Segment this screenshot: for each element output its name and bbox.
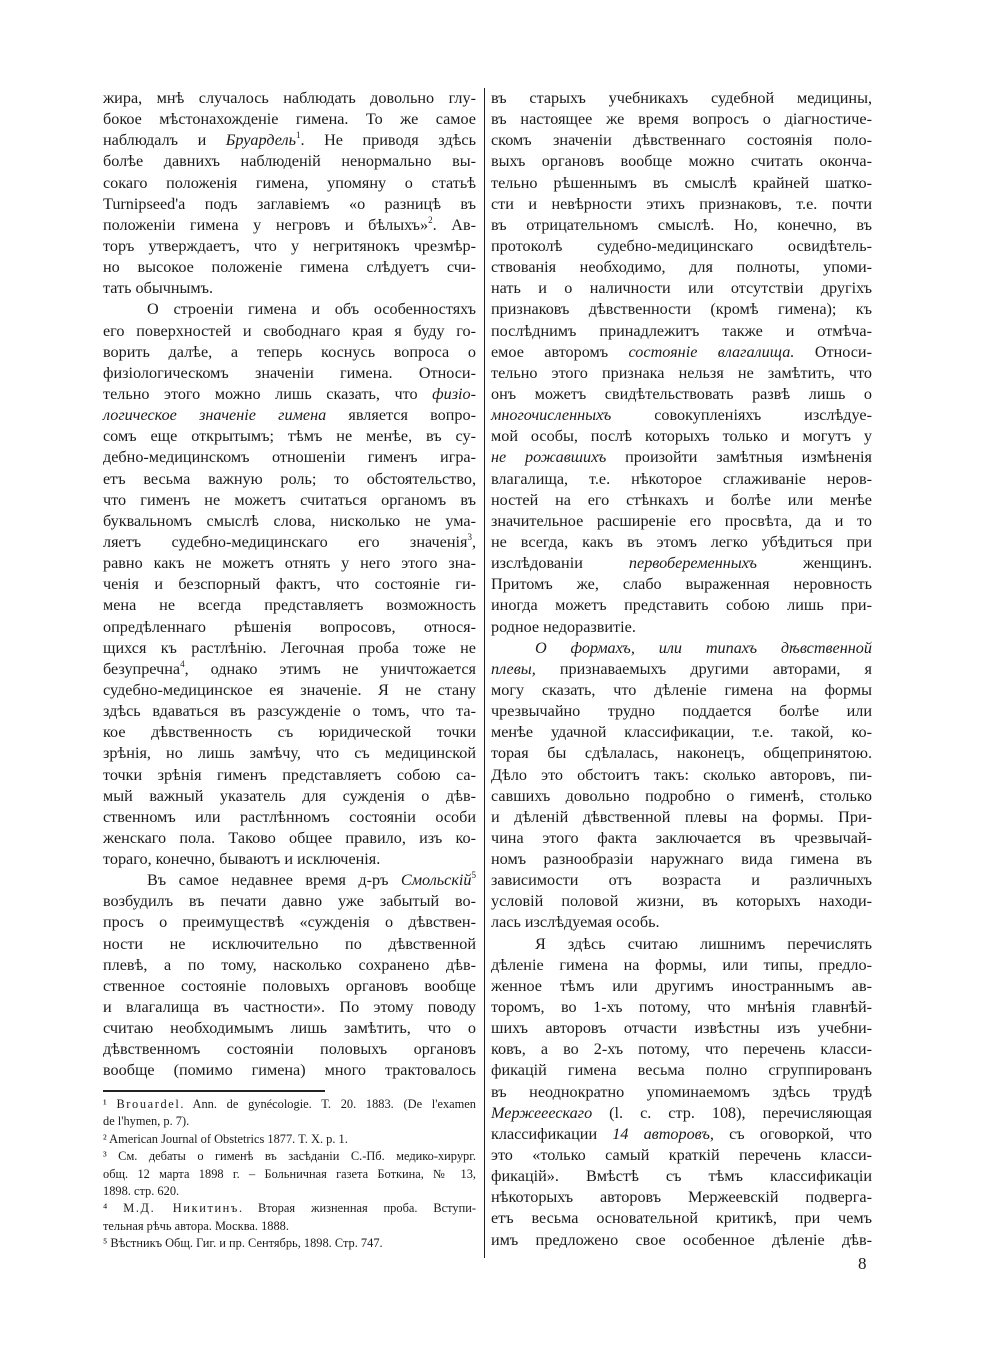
footnote-paragraph	[103, 1200, 476, 1235]
text-run: признаваемыхъ другими авторами, я	[535, 659, 872, 678]
left-column-line	[103, 405, 476, 426]
text-run: чрезвычайно трудно поддается болѣе или	[491, 702, 872, 721]
left-column-line	[103, 426, 476, 447]
page-number: 8	[858, 1254, 867, 1273]
text-run: ности не исключительно по дѣвственной	[103, 934, 476, 953]
right-column-line	[491, 321, 872, 342]
left-column-line	[103, 278, 476, 299]
right-column-line	[491, 511, 872, 532]
right-column-line	[491, 426, 872, 447]
right-column-line	[491, 173, 872, 194]
right-column-line	[491, 553, 872, 574]
left-column-line	[103, 321, 476, 342]
right-column-line	[491, 617, 872, 638]
right-column-line	[491, 807, 872, 828]
left-column-line	[103, 511, 476, 532]
italic-text: логическое значеніе гимена	[103, 406, 327, 425]
right-column-line	[491, 870, 872, 891]
text-run: послѣднимъ принадлежитъ также и отмѣча-	[491, 321, 872, 340]
text-run: протоколѣ судебно-медицинскаго освидѣтель-	[491, 236, 872, 255]
left-column-line	[103, 976, 476, 997]
text-run: емое авторомъ	[491, 342, 629, 361]
text-run: и влагалища въ частности». По этому поводу	[103, 998, 476, 1017]
footnote-paragraph	[103, 1096, 476, 1131]
text-run: классификации	[491, 1124, 613, 1143]
right-column-line	[491, 743, 872, 764]
left-column-line	[103, 638, 476, 659]
left-column-line	[103, 384, 476, 405]
left-column-line	[103, 236, 476, 257]
left-column-line	[103, 1018, 476, 1039]
left-column-line	[103, 870, 476, 891]
footnote-paragraph	[103, 1148, 476, 1200]
text-run: Относи-	[794, 342, 872, 361]
footnote-line	[103, 1183, 476, 1200]
text-run: ² American Journal of Obstetrics 1877. T. X. p. 1.	[103, 1131, 348, 1146]
text-run: имъ предложено свое особенное дѣленіе дѣв-	[491, 1230, 872, 1249]
italic-text: плевы,	[491, 659, 536, 678]
text-run: является вопро-	[326, 406, 476, 425]
text-run: буквальномъ смыслѣ слова, нисколько не ума-	[103, 511, 476, 530]
text-run: етъ весьма важную роль; то обстоятельство,	[103, 469, 476, 488]
text-run: фикацій гимена весьма полно сгруппированъ	[491, 1061, 872, 1080]
footnote-reference: 3	[467, 531, 472, 542]
left-column-line	[103, 215, 476, 236]
left-column-line	[103, 490, 476, 511]
italic-text: физіо-	[432, 384, 476, 403]
left-column-line	[103, 532, 476, 553]
text-run: болѣе давнихъ наблюденій ненормально вы-	[103, 152, 476, 171]
right-column-line	[491, 680, 872, 701]
footnote-reference: 2	[428, 214, 433, 225]
right-column-line	[491, 955, 872, 976]
right-column-line	[491, 659, 872, 680]
left-column-line	[103, 1039, 476, 1060]
text-run: его поверхностей и свободнаго края я буду го-	[103, 321, 476, 340]
footnote-line	[103, 1131, 476, 1148]
right-column-line	[491, 912, 872, 933]
text-run: жира, мнѣ случалось наблюдать довольно глу-	[103, 89, 476, 107]
right-column-line	[491, 278, 872, 299]
text-run: это «только самый краткій перечень класси-	[491, 1146, 872, 1165]
left-column-line	[103, 447, 476, 468]
right-column-paragraph	[491, 934, 872, 1251]
left-column-line	[103, 765, 476, 786]
text-run: родное недоразвитіе.	[491, 617, 636, 636]
right-column-line	[491, 638, 872, 659]
footnote-paragraph	[103, 1131, 476, 1148]
text-run: опредѣленнаго рѣшенія вопросовъ, относя-	[103, 617, 476, 636]
text-run: общ. 12 марта 1898 г. – Больничная газета Боткина, № 13,	[103, 1166, 476, 1181]
footnotes	[103, 1096, 476, 1253]
text-run: ³ См. дебаты о гименѣ въ засѣданіи С.-Пб. медико-хирург.	[103, 1149, 476, 1164]
italic-text: Смольскій	[400, 871, 472, 890]
text-run: ворить далѣе, а теперь коснусь вопроса о	[103, 342, 476, 361]
text-run: Притомъ же, слабо выраженная неровность	[491, 575, 872, 594]
left-column-paragraph	[103, 88, 476, 299]
right-column-line	[491, 88, 872, 109]
right-column-line	[491, 384, 872, 405]
text-run: Дѣло это обстоитъ такъ: сколько авторовъ, пи-	[491, 765, 872, 784]
text-run: Въ самое недавнее время д-ръ	[147, 871, 401, 890]
footnote-line	[103, 1166, 476, 1183]
right-column-line	[491, 194, 872, 215]
text-run: тать обычнымъ.	[103, 279, 214, 298]
right-column-line	[491, 976, 872, 997]
text-run: сти и невѣрности этихъ признаковъ, т.е. почти	[491, 194, 872, 213]
text-run: тельная рѣчь автора. Москва. 1888.	[103, 1218, 289, 1233]
text-run: Я здѣсь считаю лишнимъ перечислять	[535, 934, 872, 953]
text-run: выхъ органовъ вообще можно считать оконча-	[491, 152, 872, 171]
right-column-line	[491, 1145, 872, 1166]
text-run: мена не всегда представляетъ возможность	[103, 596, 476, 615]
italic-text: Мержееескаго	[491, 1103, 593, 1122]
text-run: сомъ еще открытымъ; тѣмъ не менѣе, въ су-	[103, 427, 476, 446]
text-run: торъ утверждаетъ, что у негритянокъ чрезмѣр-	[103, 236, 476, 255]
right-column-line	[491, 447, 872, 468]
text-run: кое дѣвственность съ юридической точки	[103, 723, 476, 742]
left-column-line	[103, 743, 476, 764]
text-run: что гименъ не можетъ считаться органомъ въ	[103, 490, 476, 509]
text-run: судебно-медицинское ея значеніе. Я не стану	[103, 680, 476, 699]
left-column-line	[103, 617, 476, 638]
left-column-line	[103, 934, 476, 955]
left-column-line	[103, 257, 476, 278]
text-run: ¹	[103, 1097, 117, 1111]
right-column-line	[491, 1039, 872, 1060]
right-column-line	[491, 215, 872, 236]
text-run: . Ав-	[432, 215, 476, 234]
footnote-reference: 1	[295, 130, 301, 141]
italic-text: многочисленныхъ	[491, 406, 612, 425]
right-column-line	[491, 701, 872, 722]
right-column-line	[491, 574, 872, 595]
right-column-line	[491, 257, 872, 278]
text-run: положеніи гимена у негровъ и бѣлыхъ»	[103, 215, 429, 234]
right-column-line	[491, 469, 872, 490]
text-run: женскаго пола. Таково общее правило, изъ ко-	[103, 828, 476, 847]
text-run: совокупленіяхъ изслѣдуе-	[611, 406, 872, 425]
text-run: здѣсь вдаваться въ разсужденіе о томъ, что та-	[103, 702, 476, 721]
footnote-line	[103, 1148, 476, 1165]
text-run: етъ весьма основательной критикѣ, при чемъ	[491, 1209, 872, 1228]
left-column-line	[103, 109, 476, 130]
left-column-line	[103, 194, 476, 215]
footnote-paragraph	[103, 1235, 476, 1252]
footnote-reference: 5	[471, 870, 476, 881]
text-run: безупречна	[103, 659, 181, 678]
right-column-line	[491, 1208, 872, 1229]
left-column-line	[103, 659, 476, 680]
right-column-line	[491, 151, 872, 172]
right-column-line	[491, 363, 872, 384]
text-run: бокое мѣстонахожденіе гимена. То же самое	[103, 110, 476, 129]
left-column-line	[103, 701, 476, 722]
left-column-line	[103, 130, 476, 151]
italic-text: О формахъ, или типахъ дѣвственной	[535, 638, 872, 657]
right-column-paragraph	[491, 88, 872, 638]
text-run: но высокое положеніе гимена слѣдуетъ счи-	[103, 258, 476, 277]
text-run: сокаго положенія гимена, упомяну о статьѣ	[103, 173, 476, 192]
text-run: плевѣ, а по тому, насколько сохранено дѣв-	[103, 955, 476, 974]
text-run: торомъ, во 1-хъ потому, что мнѣнія главнѣй-	[491, 998, 872, 1017]
right-column-line	[491, 342, 872, 363]
text-run: . Ann. de gynécologie. T. 20. 1883. (De l'examen	[180, 1097, 476, 1111]
text-run: равно какъ не можетъ отнять у него этого зна-	[103, 554, 476, 573]
text-run: савшихъ довольно подробно о гименѣ, столько	[491, 786, 872, 805]
footnote-line	[103, 1235, 476, 1252]
right-column-line	[491, 1166, 872, 1187]
text-run: въ неоднократно упоминаемомъ здѣсь трудѣ	[491, 1082, 872, 1101]
right-column-line	[491, 490, 872, 511]
right-column-line	[491, 1060, 872, 1081]
right-column-line	[491, 934, 872, 955]
right-column-line	[491, 828, 872, 849]
left-column-line	[103, 786, 476, 807]
left-column-line	[103, 88, 476, 109]
text-run: лась изслѣдуемая особь.	[491, 913, 660, 932]
text-run: условій половой жизни, въ которыхъ находи-	[491, 892, 872, 911]
text-run: торая бы сдѣлалась, наконецъ, общепринятою.	[491, 744, 872, 763]
footnote-line	[103, 1113, 476, 1130]
right-column-line	[491, 109, 872, 130]
left-column-line	[103, 955, 476, 976]
text-run: , однако этимъ не уничтожается	[184, 659, 476, 678]
text-run: произойти замѣтныя измѣненія	[606, 448, 872, 467]
right-column-line	[491, 236, 872, 257]
text-run: наблюдалъ и	[103, 131, 226, 150]
text-run: мой особы, послѣ которыхъ только и могутъ у	[491, 427, 872, 446]
spaced-author-name: Brouardel	[116, 1097, 181, 1111]
left-column-line	[103, 469, 476, 490]
text-run: нѣкоторыхъ авторовъ Мержеевскій подверга-	[491, 1188, 872, 1207]
right-column-line	[491, 405, 872, 426]
right-column-line	[491, 849, 872, 870]
text-run: точки зрѣнія гименъ представляетъ собою са-	[103, 765, 476, 784]
text-run: дебно-медицинскомъ отношеніи гименъ игра-	[103, 448, 476, 467]
text-run: . Не приводя здѣсь	[300, 131, 476, 150]
text-run: ⁵ Вѣстникъ Общ. Гиг. и пр. Сентябрь, 1898. Стр. 747.	[103, 1236, 383, 1251]
left-column-line	[103, 173, 476, 194]
text-run: въ старыхъ учебникахъ судебной медицины,	[491, 89, 872, 107]
text-run: номъ разнообразіи наружнаго вида гимена въ	[491, 850, 872, 869]
left-column-line	[103, 849, 476, 870]
footnote-line	[103, 1218, 476, 1235]
text-run: зрѣнія, но лишь замѣчу, что съ медицинской	[103, 744, 476, 763]
left-column-line	[103, 997, 476, 1018]
text-run: ковъ, а во 2-хъ потому, что перечень класси-	[491, 1040, 872, 1059]
text-run: считаю необходимымъ лишь замѣтить, что о	[103, 1019, 476, 1038]
left-column-line	[103, 680, 476, 701]
text-run: ственное состояніе половыхъ органовъ вообще	[103, 976, 476, 995]
text-run: физіологическомъ значеніи гимена. Относи-	[103, 363, 476, 382]
text-run: щихся къ растлѣнію. Легочная проба тоже не	[103, 638, 476, 657]
left-column-line	[103, 722, 476, 743]
left-column-line	[103, 299, 476, 320]
right-column-line	[491, 1018, 872, 1039]
left-column-line	[103, 553, 476, 574]
footnote-reference: 4	[180, 658, 185, 669]
text-run: ,	[471, 532, 476, 551]
right-column	[491, 88, 872, 1251]
text-run: женщинъ.	[756, 554, 872, 573]
right-column-line	[491, 1230, 872, 1251]
left-column-line	[103, 1060, 476, 1081]
text-run: тельно этого признака нельзя не замѣтить, что	[491, 363, 872, 382]
text-run: 1898. стр. 620.	[103, 1183, 180, 1198]
right-column-line	[491, 1187, 872, 1208]
left-column-line	[103, 574, 476, 595]
text-run: зависимости отъ возраста и различныхъ	[491, 871, 872, 890]
left-column-line	[103, 363, 476, 384]
footnote-divider	[103, 1090, 325, 1092]
italic-text: не рожавшихъ	[491, 448, 607, 467]
left-column-line	[103, 828, 476, 849]
text-run: ляетъ судебно-медицинскаго его значенія	[103, 532, 468, 551]
text-run: тельно этого можно лишь сказать, что	[103, 384, 433, 403]
column-divider	[484, 88, 485, 1258]
text-run: значительное расширеніе его просвѣта, да и то	[491, 511, 872, 530]
italic-text: первобеременныхъ	[628, 554, 757, 573]
text-run: возбудилъ въ печати давно уже забытый во-	[103, 892, 476, 911]
right-column-line	[491, 997, 872, 1018]
right-column-line	[491, 532, 872, 553]
text-run: просъ о преимуществѣ «сужденія о дѣвствен-	[103, 913, 476, 932]
left-column-line	[103, 807, 476, 828]
text-run: ствованія необходимо, для полноты, упоми-	[491, 258, 872, 277]
left-column-line	[103, 912, 476, 933]
left-column-line	[103, 342, 476, 363]
right-column-line	[491, 765, 872, 786]
text-run: тораго, конечно, бываютъ и исключенія.	[103, 850, 381, 869]
text-run: чина этого факта заключается въ чрезвычай-	[491, 828, 872, 847]
footnote-line	[103, 1200, 476, 1217]
left-column-line	[103, 595, 476, 616]
text-run: изслѣдованіи	[491, 554, 629, 573]
right-column-line	[491, 299, 872, 320]
text-run: ственномъ или растлѣнномъ состояніи особи	[103, 807, 476, 826]
text-run: съ оговоркой, что	[713, 1124, 872, 1143]
right-column-line	[491, 891, 872, 912]
right-column-line	[491, 722, 872, 743]
text-run: фикацій». Вмѣстѣ съ тѣмъ классификаціи	[491, 1167, 872, 1186]
left-column-line	[103, 891, 476, 912]
text-run: въ отрицательномъ смыслѣ. Но, конечно, въ	[491, 215, 872, 234]
left-column	[103, 88, 476, 1082]
text-run: ченія и безспорный фактъ, что состояніе ги-	[103, 575, 476, 594]
text-run: онъ можетъ свидѣтельствовать развѣ лишь о	[491, 384, 872, 403]
right-column-line	[491, 1103, 872, 1124]
text-run: могу сказать, что дѣленіе гимена на формы	[491, 680, 872, 699]
text-run: и дѣленій дѣвственной плевы на формы. При-	[491, 807, 872, 826]
right-column-line	[491, 1082, 872, 1103]
right-column-line	[491, 1124, 872, 1145]
italic-text: 14 авторовъ,	[612, 1124, 714, 1143]
footnote-line	[103, 1096, 476, 1113]
text-run: менѣе удачной классификации, т.е. такой, ко-	[491, 723, 872, 742]
right-column-line	[491, 595, 872, 616]
text-run: дѣвственномъ состояніи половыхъ органовъ	[103, 1040, 476, 1059]
spaced-author-name: М.Д. Никитинъ	[123, 1201, 239, 1216]
text-run: въ настоящее же время вопросъ о діагностиче-	[491, 110, 872, 129]
text-run: влагалища, т.е. нѣкоторое сглаживаніе неров-	[491, 469, 872, 488]
text-run: ⁴	[103, 1201, 124, 1216]
text-run: нать и о наличности или отсутствіи другіхъ	[491, 279, 872, 298]
text-run: дѣленіе гимена на формы, или типы, предло-	[491, 955, 872, 974]
left-column-paragraph	[103, 870, 476, 1081]
right-column-line	[491, 786, 872, 807]
right-column-paragraph	[491, 638, 872, 934]
italic-text: состояніе влагалища.	[628, 342, 795, 361]
text-run: скомъ значеніи дѣвственнаго состоянія поло-	[491, 131, 872, 150]
text-run: шихъ авторовъ отчасти извѣстны изъ учебни-	[491, 1019, 872, 1038]
italic-text: Бруардель	[225, 131, 296, 150]
text-run: не всегда, какъ въ этомъ легко убѣдиться при	[491, 532, 872, 551]
text-run: признаковъ дѣвственности (кромѣ гимена); къ	[491, 300, 872, 319]
text-run: вообще (помимо гимена) много трактовалось	[103, 1061, 476, 1080]
text-run: иногда можетъ представить собою лишь при-	[491, 596, 872, 615]
text-run: О строеніи гимена и объ особенностяхъ	[147, 300, 476, 319]
text-run: . Вторая жизненная проба. Вступи-	[238, 1201, 476, 1216]
text-run: Turnipseed'a подъ заглавіемъ «о разницѣ въ	[103, 194, 476, 213]
text-run: женное тѣмъ или другимъ иностраннымъ ав-	[491, 976, 872, 995]
left-column-line	[103, 151, 476, 172]
text-run: тельно рѣшеннымъ въ смыслѣ крайней шатко-	[491, 173, 872, 192]
text-run: (l. c. стр. 108), перечисляющая	[592, 1103, 872, 1122]
right-column-line	[491, 130, 872, 151]
left-column-paragraph	[103, 299, 476, 870]
text-run: de l'hymen, p. 7).	[103, 1114, 190, 1129]
text-run: ностей на его стѣнкахъ и болѣе или менѣе	[491, 490, 872, 509]
text-run: мый важный указатель для сужденія о дѣв-	[103, 786, 476, 805]
